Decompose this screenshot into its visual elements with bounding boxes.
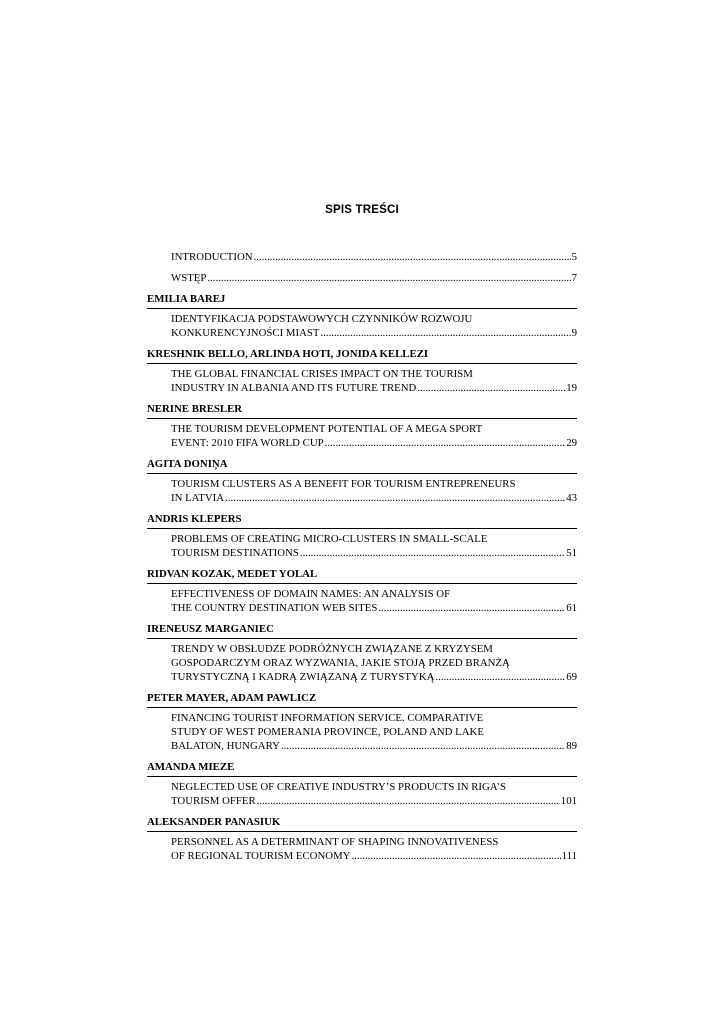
toc-entry[interactable] xyxy=(147,250,577,264)
chapter-page-number: 43 xyxy=(566,492,577,504)
chapter-page-number: 51 xyxy=(566,547,577,559)
chapter-author: EMILIA BAREJ xyxy=(147,292,577,309)
chapter-page-number: 111 xyxy=(561,850,577,862)
dot-leader xyxy=(435,670,565,684)
chapter-title: IN LATVIA xyxy=(171,492,225,504)
toc-heading: SPIS TREŚCI xyxy=(325,204,399,216)
chapter-line[interactable] xyxy=(171,326,577,340)
chapter-list xyxy=(147,292,577,863)
chapter-line[interactable] xyxy=(171,381,577,395)
chapter-title-block xyxy=(147,780,577,808)
toc-entry-page-number: 5 xyxy=(571,251,577,263)
chapter-title-block xyxy=(147,711,577,753)
chapter-title: KONKURENCYJNOŚCI MIAST xyxy=(171,327,320,339)
chapter-title-block xyxy=(147,532,577,560)
chapter-line[interactable] xyxy=(171,794,577,808)
chapter-title-line: NEGLECTED USE OF CREATIVE INDUSTRY’S PRODUCTS IN RIGA’S xyxy=(171,781,507,793)
chapter-page-number: 61 xyxy=(566,602,577,614)
chapter-line[interactable] xyxy=(171,670,577,684)
toc-entry-line[interactable] xyxy=(171,250,577,264)
chapter-title-line: PERSONNEL AS A DETERMINANT OF SHAPING INNOVATIVENESS xyxy=(171,836,499,848)
chapter-title: TURYSTYCZNĄ I KADRĄ ZWIĄZANĄ Z TURYSTYKĄ xyxy=(171,671,435,683)
toc-entry-line[interactable] xyxy=(171,271,577,285)
chapter-title-block xyxy=(147,835,577,863)
chapter-entry[interactable] xyxy=(147,292,577,340)
chapter-author: ANDRIS KLEPERS xyxy=(147,512,577,529)
chapter-title-block xyxy=(147,312,577,340)
chapter-title-line: THE TOURISM DEVELOPMENT POTENTIAL OF A MEGA SPORT xyxy=(171,423,483,435)
dot-leader xyxy=(207,271,570,285)
dot-leader xyxy=(225,491,565,505)
chapter-page-number: 19 xyxy=(566,382,577,394)
chapter-title-line: PROBLEMS OF CREATING MICRO-CLUSTERS IN SMALL-SCALE xyxy=(171,533,488,545)
dot-leader xyxy=(254,250,571,264)
chapter-author: AMANDA MIEZE xyxy=(147,760,577,777)
chapter-title: INDUSTRY IN ALBANIA AND ITS FUTURE TREND xyxy=(171,382,417,394)
chapter-entry[interactable] xyxy=(147,402,577,450)
dot-leader xyxy=(325,436,566,450)
chapter-line[interactable] xyxy=(171,739,577,753)
toc-entry-title: WSTĘP xyxy=(171,272,207,284)
chapter-entry[interactable] xyxy=(147,567,577,615)
chapter-title: OF REGIONAL TOURISM ECONOMY xyxy=(171,850,351,862)
toc-entry[interactable] xyxy=(147,271,577,285)
chapter-title: THE COUNTRY DESTINATION WEB SITES xyxy=(171,602,378,614)
chapter-title-block xyxy=(147,477,577,505)
toc-entry-title: INTRODUCTION xyxy=(171,251,253,263)
chapter-line[interactable] xyxy=(171,849,577,863)
chapter-author: KRESHNIK BELLO, ARLINDA HOTI, JONIDA KELLEZI xyxy=(147,347,577,364)
front-matter-list xyxy=(147,250,577,285)
chapter-title-line: STUDY OF WEST POMERANIA PROVINCE, POLAND AND LAKE xyxy=(171,726,484,738)
chapter-entry[interactable] xyxy=(147,760,577,808)
chapter-author: RIDVAN KOZAK, MEDET YOLAL xyxy=(147,567,577,584)
chapter-title: TOURISM OFFER xyxy=(171,795,256,807)
chapter-title-line: TRENDY W OBSŁUDZE PODRÓŻNYCH ZWIĄZANE Z KRYZYSEM xyxy=(171,643,493,655)
chapter-author: ALEKSANDER PANASIUK xyxy=(147,815,577,832)
chapter-title-line: IDENTYFIKACJA PODSTAWOWYCH CZYNNIKÓW ROZWOJU xyxy=(171,313,473,325)
chapter-page-number: 69 xyxy=(566,671,577,683)
chapter-author: PETER MAYER, ADAM PAWLICZ xyxy=(147,691,577,708)
chapter-page-number: 89 xyxy=(566,740,577,752)
chapter-title-block xyxy=(147,642,577,684)
chapter-title-line: FINANCING TOURIST INFORMATION SERVICE. COMPARATIVE xyxy=(171,712,484,724)
dot-leader xyxy=(378,601,565,615)
chapter-entry[interactable] xyxy=(147,512,577,560)
dot-leader xyxy=(257,794,560,808)
chapter-title-block xyxy=(147,587,577,615)
dot-leader xyxy=(351,849,560,863)
chapter-title-line: TOURISM CLUSTERS AS A BENEFIT FOR TOURISM ENTREPRENEURS xyxy=(171,478,516,490)
dot-leader xyxy=(320,326,570,340)
chapter-title: EVENT: 2010 FIFA WORLD CUP xyxy=(171,437,324,449)
chapter-author: NERINE BRESLER xyxy=(147,402,577,419)
dot-leader xyxy=(417,381,565,395)
chapter-title-line: THE GLOBAL FINANCIAL CRISES IMPACT ON THE TOURISM xyxy=(171,368,473,380)
toc-entry-page-number: 7 xyxy=(571,272,577,284)
chapter-page-number: 9 xyxy=(571,327,577,339)
dot-leader xyxy=(300,546,565,560)
chapter-entry[interactable] xyxy=(147,457,577,505)
chapter-entry[interactable] xyxy=(147,815,577,863)
chapter-page-number: 101 xyxy=(560,795,577,807)
chapter-title: BALATON, HUNGARY xyxy=(171,740,280,752)
chapter-title-block xyxy=(147,422,577,450)
chapter-title-line: GOSPODARCZYM ORAZ WYZWANIA, JAKIE STOJĄ PRZED BRANŻĄ xyxy=(171,657,510,669)
chapter-line[interactable] xyxy=(171,601,577,615)
chapter-entry[interactable] xyxy=(147,347,577,395)
dot-leader xyxy=(281,739,565,753)
chapter-title-line: EFFECTIVENESS OF DOMAIN NAMES: AN ANALYSIS OF xyxy=(171,588,451,600)
chapter-title: TOURISM DESTINATIONS xyxy=(171,547,299,559)
chapter-entry[interactable] xyxy=(147,622,577,684)
chapter-author: AGITA DONIŅA xyxy=(147,457,577,474)
table-of-contents xyxy=(147,250,577,870)
chapter-line[interactable] xyxy=(171,436,577,450)
chapter-entry[interactable] xyxy=(147,691,577,753)
chapter-title-block xyxy=(147,367,577,395)
chapter-author: IRENEUSZ MARGANIEC xyxy=(147,622,577,639)
chapter-line[interactable] xyxy=(171,491,577,505)
chapter-line[interactable] xyxy=(171,546,577,560)
chapter-page-number: 29 xyxy=(566,437,577,449)
